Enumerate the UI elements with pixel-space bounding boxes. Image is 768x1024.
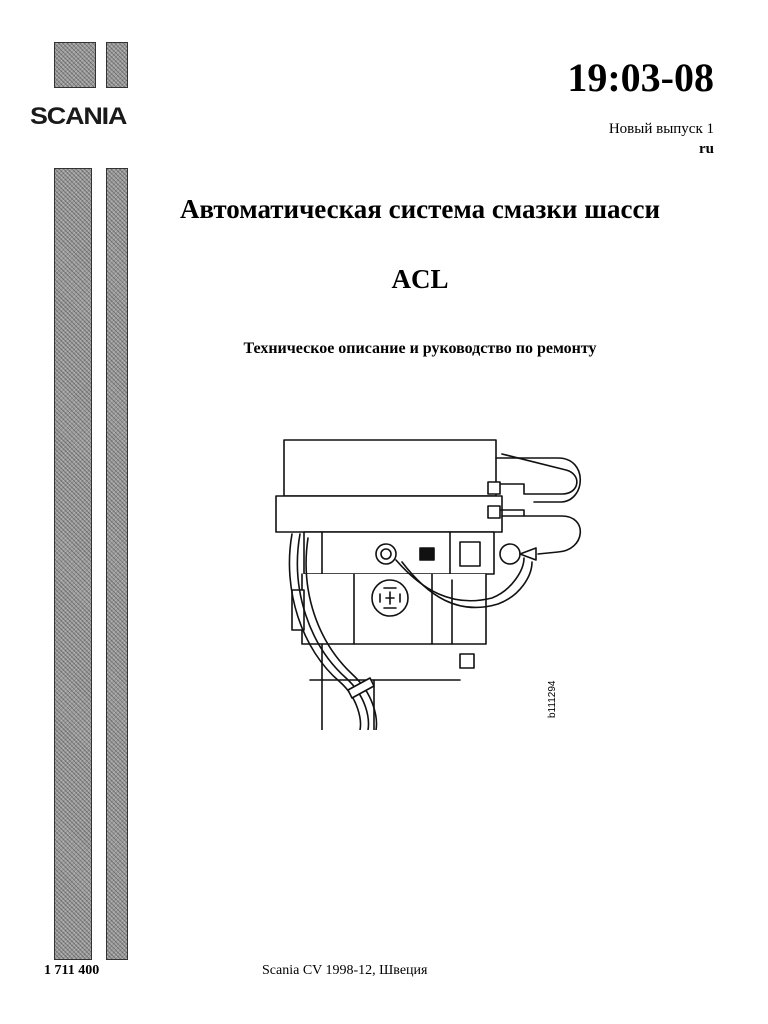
document-title: Автоматическая система смазки шасси <box>179 194 661 224</box>
publisher-line: Scania CV 1998-12, Швеция <box>262 963 428 978</box>
document-number: 19:03-08 <box>567 55 714 100</box>
top-stripe-right <box>106 42 128 88</box>
reservoir <box>284 440 496 496</box>
figure-code: b111294 <box>547 680 558 718</box>
long-stripe-right <box>106 168 128 960</box>
long-stripe-left <box>54 168 92 960</box>
upper-pipe <box>496 454 577 494</box>
part-number: 1 711 400 <box>44 963 100 978</box>
mounting-plate <box>276 496 502 532</box>
issue-label: Новый выпуск 1 <box>608 121 714 137</box>
document-description: Техническое описание и руководство по ремонту <box>243 340 597 357</box>
fitting <box>376 544 396 564</box>
top-stripe-left <box>54 42 96 88</box>
language-code: ru <box>699 141 714 157</box>
scania-logo: SCANIA <box>30 103 127 130</box>
check-valve <box>500 544 520 564</box>
document-subtitle: ACL <box>391 264 449 294</box>
hose-clamp <box>348 678 374 698</box>
